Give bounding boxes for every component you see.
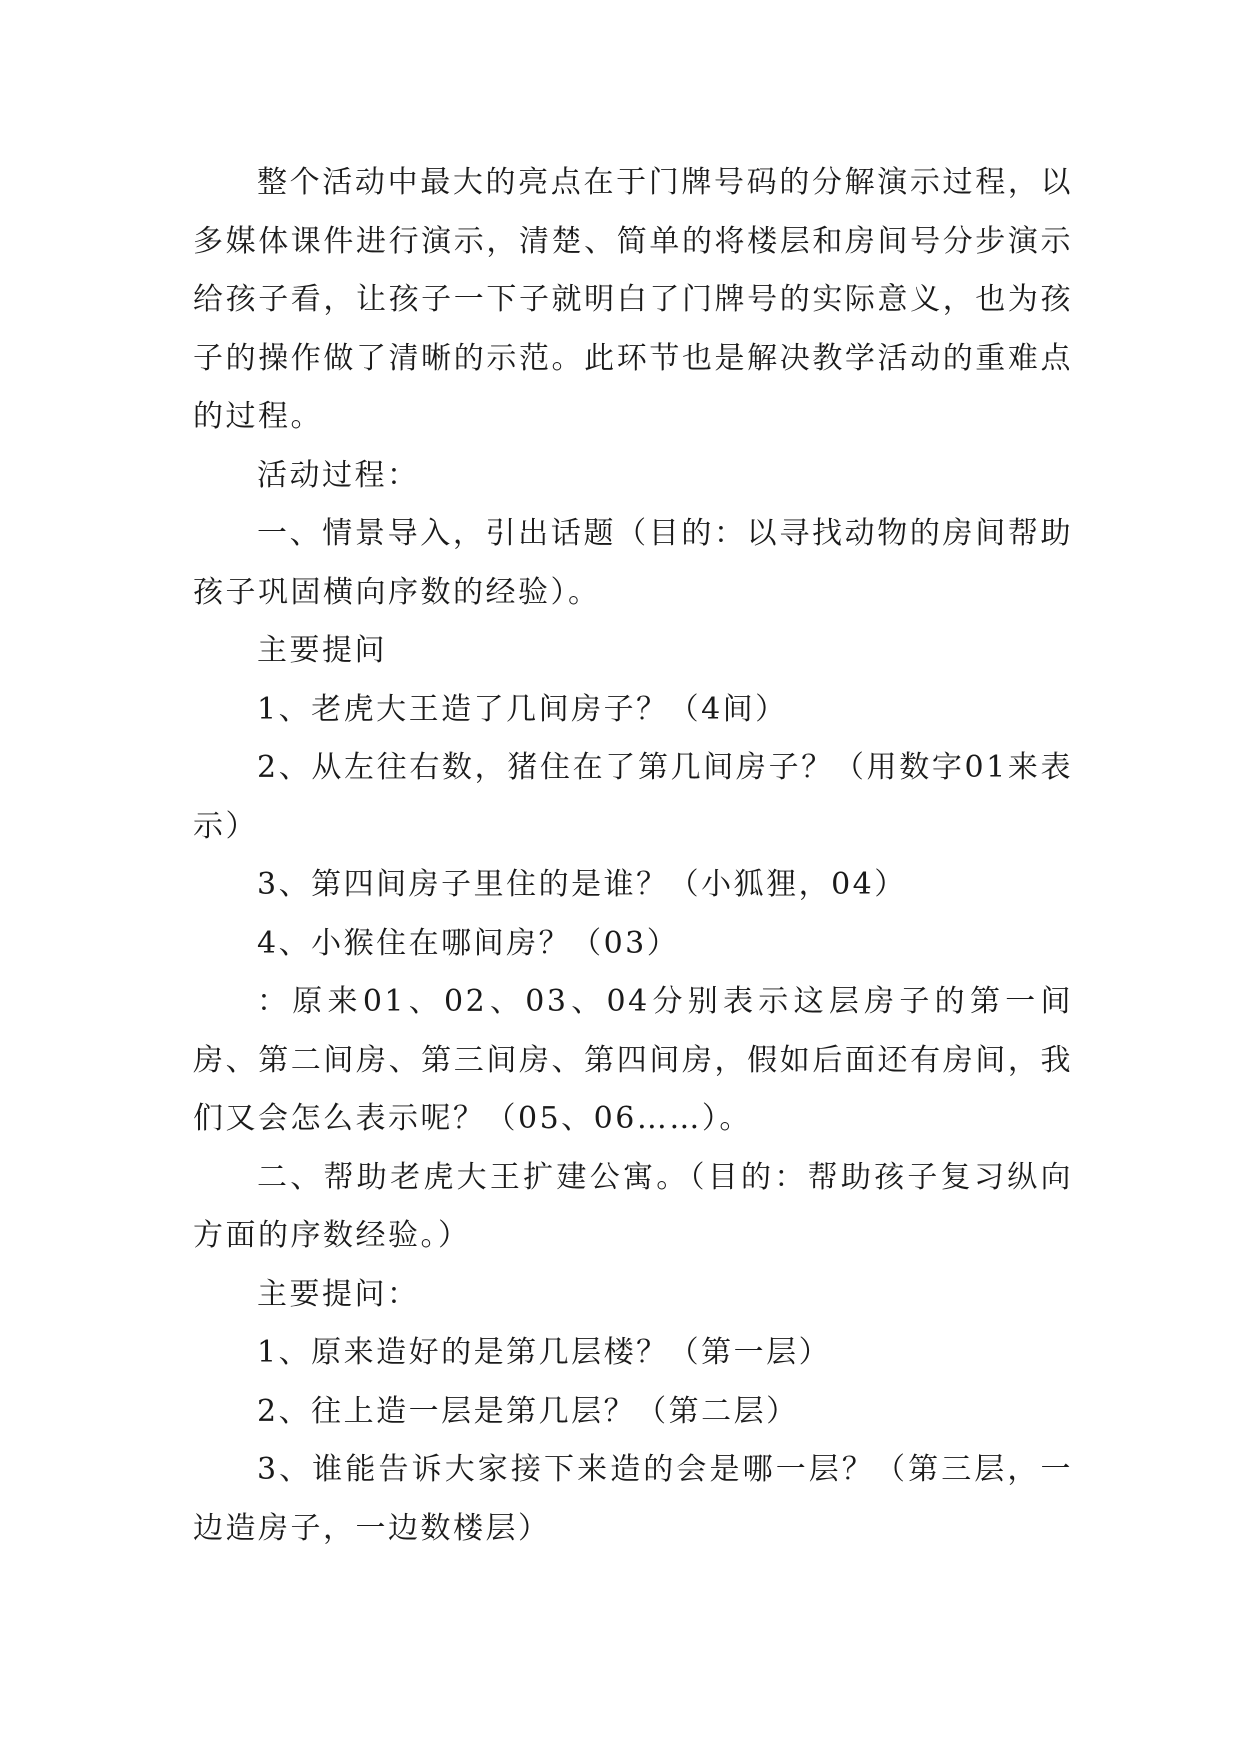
paragraph-question-2: 2、从左往右数，猪住在了第几间房子？（用数字01来表示） bbox=[193, 750, 1073, 844]
paragraph-question-3: 3、第四间房子里住的是谁？（小狐狸，04） bbox=[257, 867, 907, 902]
paragraph-floor-question-1: 1、原来造好的是第几层楼？（第一层） bbox=[257, 1335, 832, 1370]
paragraph-questions-heading-2: 主要提问： bbox=[257, 1276, 420, 1312]
paragraph-floor-question-2: 2、往上造一层是第几层？（第二层） bbox=[257, 1393, 799, 1429]
paragraph-floor-question-3: 3、谁能告诉大家接下来造的会是哪一层？（第三层，一边造房子，一边数楼层） bbox=[193, 1452, 1073, 1546]
paragraph-question-4: 4、小猴住在哪间房？（03） bbox=[257, 925, 680, 961]
paragraph-question-1: 1、老虎大王造了几间房子？（4间） bbox=[257, 691, 788, 727]
document-body bbox=[193, 154, 1073, 1558]
paragraph-conclusion: ：原来01、02、03、04分别表示这层房子的第一间房、第二间房、第三间房、第四间房，假如后面还有房间，我们又会怎么表示呢？（05、06……）。 bbox=[193, 984, 1073, 1136]
paragraph-summary: 整个活动中最大的亮点在于门牌号码的分解演示过程，以多媒体课件进行演示，清楚、简单的将楼层和房间号分步演示给孩子看，让孩子一下子就明白了门牌号的实际意义，也为孩子的操作做了清晰的示范。此环节也是解决教学活动的重难点的过程。 bbox=[193, 165, 1073, 434]
paragraph-section-two: 二、帮助老虎大王扩建公寓。（目的：帮助孩子复习纵向方面的序数经验。） bbox=[193, 1159, 1073, 1253]
paragraph-process-heading: 活动过程： bbox=[257, 457, 420, 493]
paragraph-section-one: 一、情景导入，引出话题（目的：以寻找动物的房间帮助孩子巩固横向序数的经验）。 bbox=[193, 516, 1073, 610]
paragraph-questions-heading: 主要提问 bbox=[257, 633, 387, 668]
